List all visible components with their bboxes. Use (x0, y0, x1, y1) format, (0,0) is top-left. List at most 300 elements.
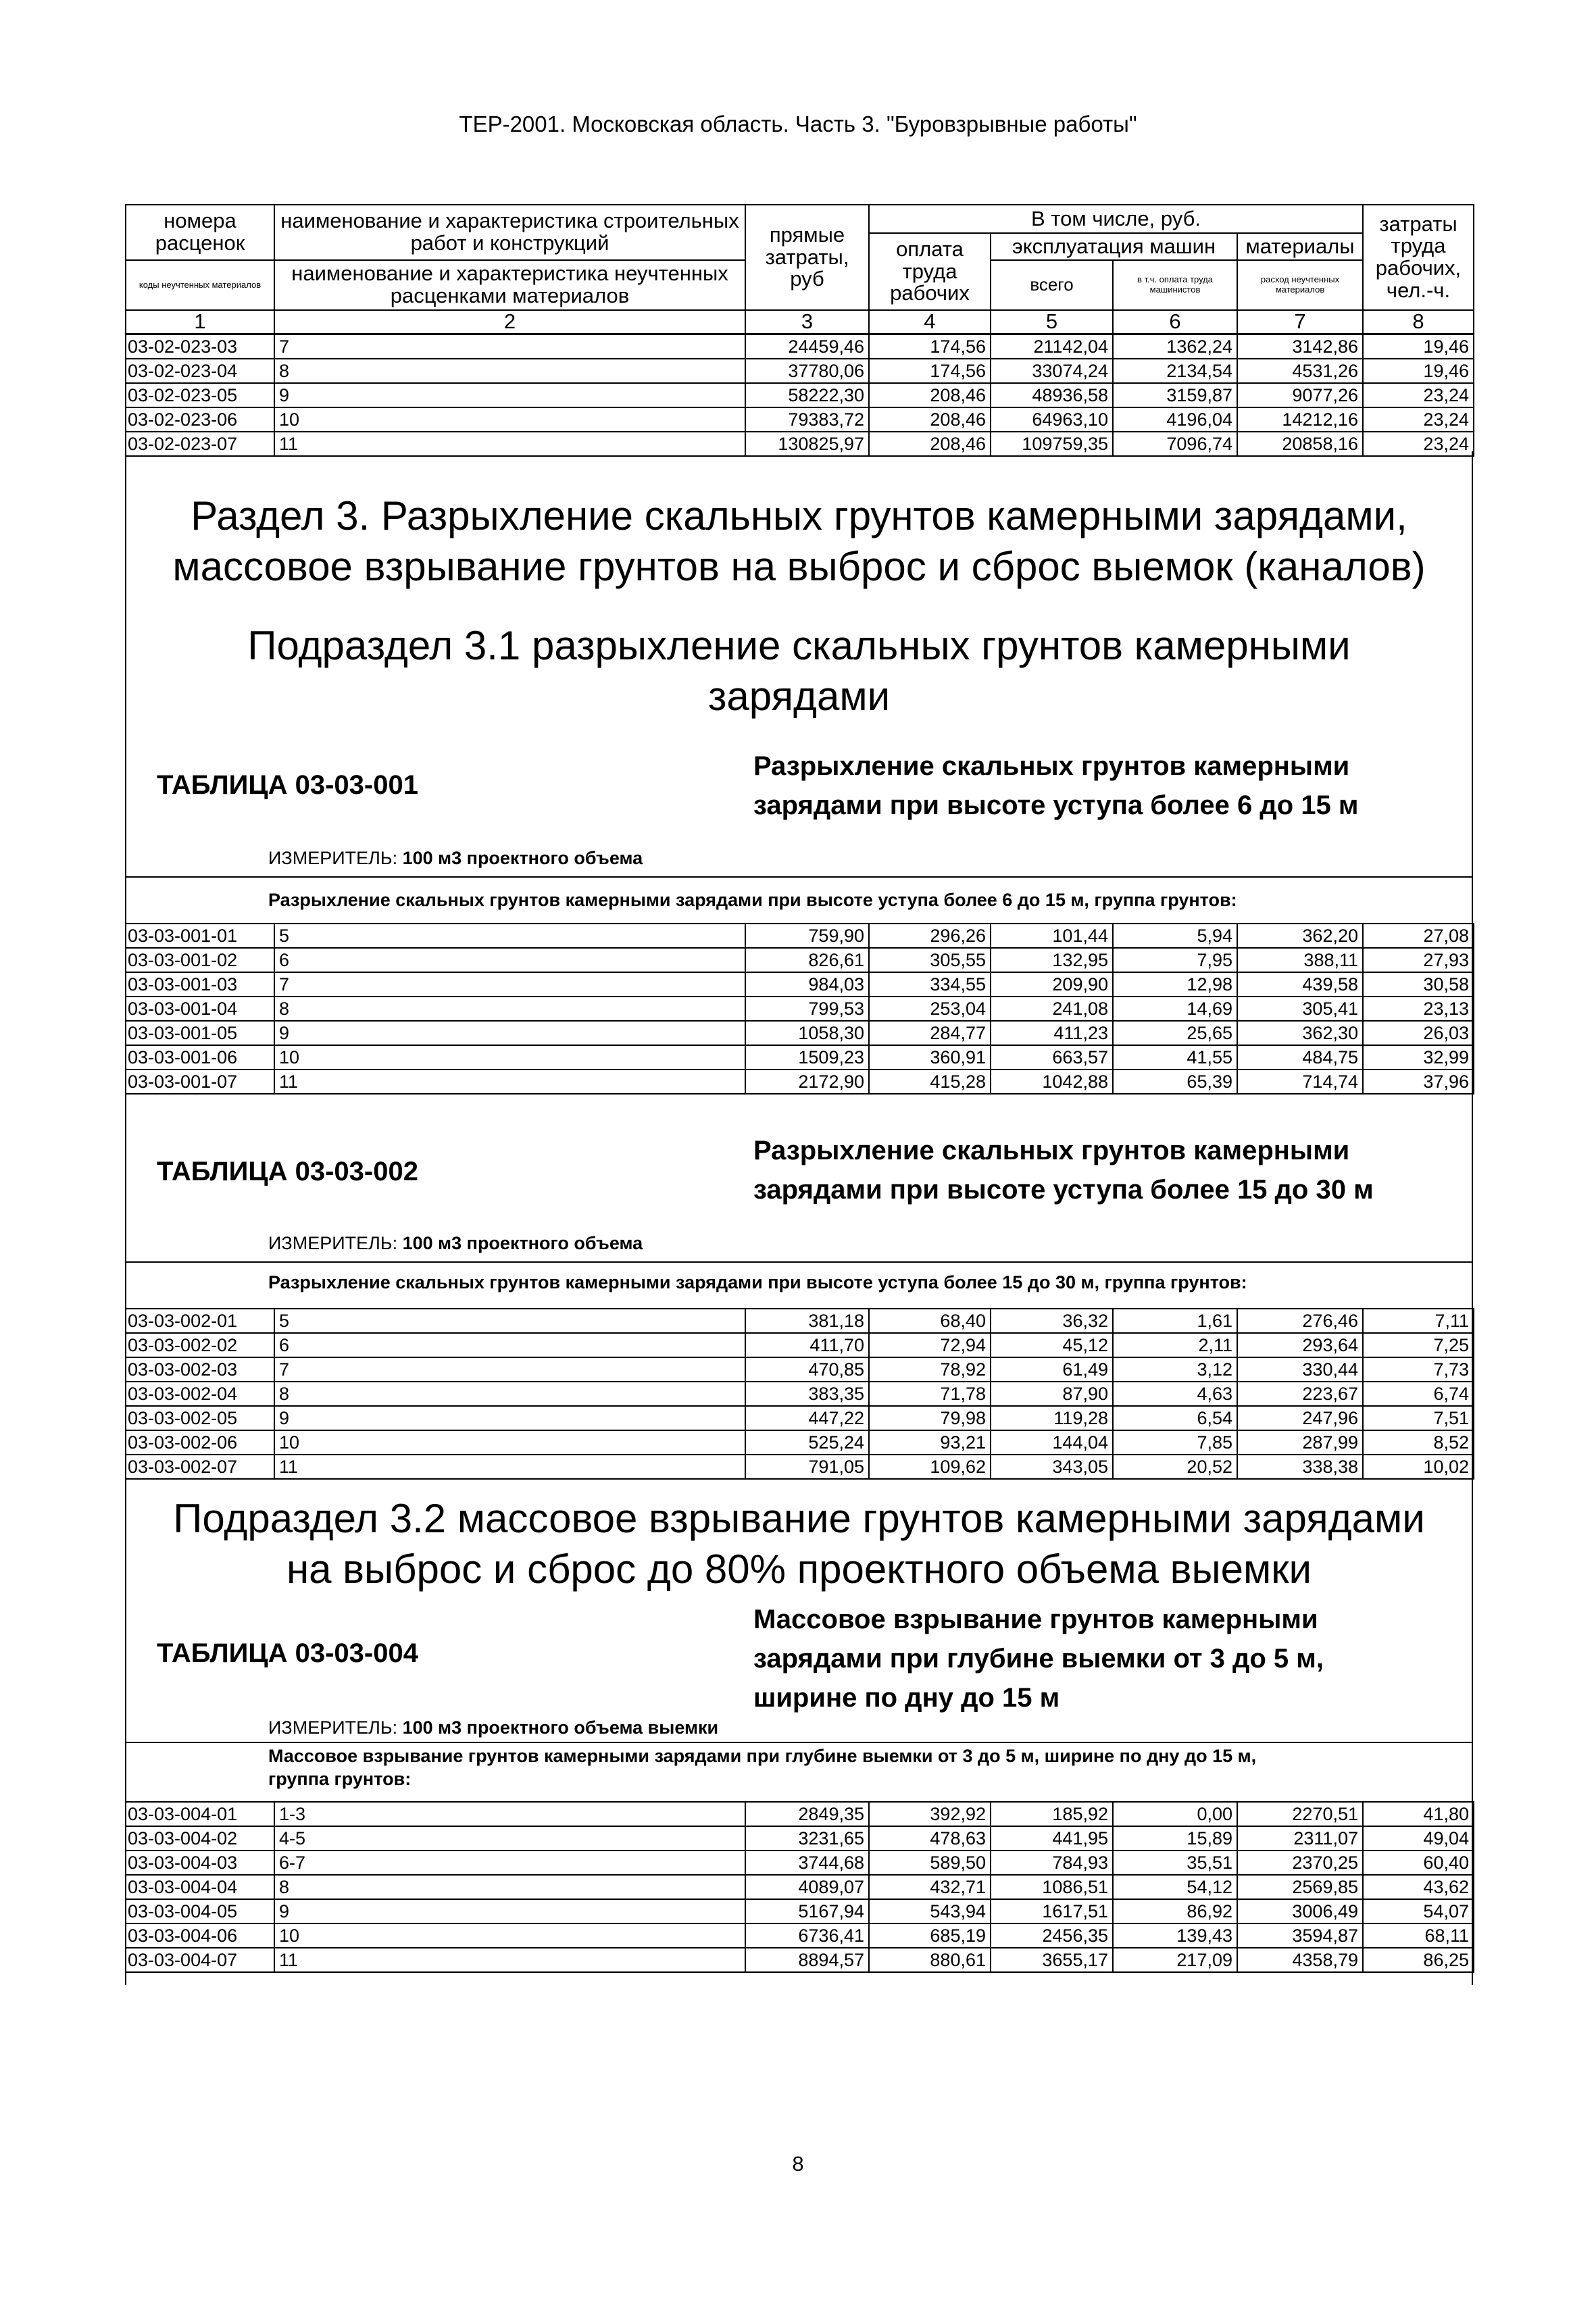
table-row (126, 1357, 1474, 1382)
cell-rate-code: 03-03-002-01 (126, 1309, 274, 1333)
divider (125, 1742, 1473, 1743)
cell-direct-costs: 3231,65 (745, 1826, 869, 1851)
cell-soil-group: 6 (274, 948, 745, 972)
cell-materials: 2311,07 (1237, 1826, 1363, 1851)
cell-machine-total: 411,23 (991, 1021, 1113, 1045)
table-row (126, 997, 1474, 1021)
cell-materials: 439,58 (1237, 972, 1363, 997)
cell-machine-total: 45,12 (991, 1333, 1113, 1357)
cell-machine-total: 36,32 (991, 1309, 1113, 1333)
cell-labor-hours: 41,80 (1363, 1802, 1474, 1826)
subsection-title-line: Подраздел 3.2 массовое взрывание грунтов камерными зарядами (173, 1496, 1425, 1541)
cell-soil-group: 5 (274, 1309, 745, 1333)
column-number: 4 (869, 310, 991, 334)
header-machine-operation: эксплуатация машин (991, 233, 1237, 260)
cell-materials: 4358,79 (1237, 1948, 1363, 1972)
cell-machinist-pay: 1362,24 (1113, 334, 1237, 359)
cell-direct-costs: 1509,23 (745, 1045, 869, 1070)
table-row (126, 1851, 1474, 1875)
cell-direct-costs: 3744,68 (745, 1851, 869, 1875)
cell-worker-pay: 543,94 (869, 1899, 991, 1923)
column-number: 6 (1113, 310, 1237, 334)
cell-machinist-pay: 4,63 (1113, 1382, 1237, 1406)
cell-rate-code: 03-02-023-05 (126, 383, 274, 407)
section-title-line: массовое взрывание грунтов на выброс и сброс выемок (каналов) (172, 544, 1426, 589)
cell-labor-hours: 7,73 (1363, 1357, 1474, 1382)
cell-soil-group: 8 (274, 1382, 745, 1406)
cell-materials: 3142,86 (1237, 334, 1363, 359)
cell-direct-costs: 411,70 (745, 1333, 869, 1357)
cell-machinist-pay: 7096,74 (1113, 432, 1237, 456)
cell-rate-code: 03-03-001-07 (126, 1070, 274, 1094)
cell-soil-group: 8 (274, 997, 745, 1021)
divider (125, 876, 1473, 878)
cell-machine-total: 61,49 (991, 1357, 1113, 1382)
table-row (126, 407, 1474, 432)
cell-machine-total: 64963,10 (991, 407, 1113, 432)
cell-materials: 330,44 (1237, 1357, 1363, 1382)
cell-materials: 247,96 (1237, 1406, 1363, 1430)
cell-machine-total: 109759,35 (991, 432, 1113, 456)
meter-unit: 100 м3 проектного объема (402, 1233, 643, 1253)
cell-machinist-pay: 0,00 (1113, 1802, 1237, 1826)
cell-materials: 9077,26 (1237, 383, 1363, 407)
cell-machinist-pay: 35,51 (1113, 1851, 1237, 1875)
table-desc-001 (753, 747, 1358, 825)
cell-machinist-pay: 7,85 (1113, 1430, 1237, 1455)
cell-labor-hours: 23,24 (1363, 407, 1474, 432)
cell-worker-pay: 415,28 (869, 1070, 991, 1094)
cell-rate-code: 03-03-004-05 (126, 1899, 274, 1923)
table-row (126, 359, 1474, 383)
table-row (126, 1430, 1474, 1455)
table-row (126, 1021, 1474, 1045)
cell-materials: 388,11 (1237, 948, 1363, 972)
cell-soil-group: 10 (274, 1045, 745, 1070)
cell-labor-hours: 86,25 (1363, 1948, 1474, 1972)
page-number: 8 (792, 2152, 804, 2175)
cell-materials: 3006,49 (1237, 1899, 1363, 1923)
table-desc-line: зарядами при высоте уступа более 6 до 15 м (753, 790, 1359, 820)
cell-machine-total: 144,04 (991, 1430, 1113, 1455)
table-desc-line: зарядами при высоте уступа более 15 до 30 м (753, 1175, 1374, 1205)
cell-labor-hours: 10,02 (1363, 1455, 1474, 1479)
cell-rate-code: 03-03-002-05 (126, 1406, 274, 1430)
cell-rate-code: 03-03-001-01 (126, 924, 274, 948)
cell-labor-hours: 30,58 (1363, 972, 1474, 997)
table-desc-line: ширине по дну до 15 м (753, 1683, 1060, 1713)
cell-materials: 3594,87 (1237, 1923, 1363, 1948)
cell-worker-pay: 208,46 (869, 432, 991, 456)
cell-direct-costs: 1058,30 (745, 1021, 869, 1045)
meter-prefix: ИЗМЕРИТЕЛЬ: (268, 1717, 398, 1738)
cell-rate-code: 03-03-002-04 (126, 1382, 274, 1406)
cell-machinist-pay: 20,52 (1113, 1455, 1237, 1479)
cell-machinist-pay: 5,94 (1113, 924, 1237, 948)
cell-machine-total: 33074,24 (991, 359, 1113, 383)
cell-rate-code: 03-02-023-03 (126, 334, 274, 359)
cell-labor-hours: 7,51 (1363, 1406, 1474, 1430)
cell-soil-group: 6 (274, 1333, 745, 1357)
table-row (126, 334, 1474, 359)
table-row (126, 1309, 1474, 1333)
group-caption-001: Разрыхление скальных грунтов камерными зарядами при высоте уступа более 6 до 15 м, группа грунтов: (268, 890, 1237, 910)
table-desc-line: зарядами при глубине выемки от 3 до 5 м, (753, 1644, 1324, 1674)
cell-machine-total: 784,93 (991, 1851, 1113, 1875)
cell-materials: 276,46 (1237, 1309, 1363, 1333)
cell-machine-total: 21142,04 (991, 334, 1113, 359)
cell-rate-code: 03-03-002-03 (126, 1357, 274, 1382)
cell-labor-hours: 54,07 (1363, 1899, 1474, 1923)
cell-labor-hours: 60,40 (1363, 1851, 1474, 1875)
cell-rate-code: 03-02-023-06 (126, 407, 274, 432)
cell-worker-pay: 109,62 (869, 1455, 991, 1479)
cell-worker-pay: 71,78 (869, 1382, 991, 1406)
cell-rate-code: 03-03-001-03 (126, 972, 274, 997)
cell-rate-code: 03-03-001-02 (126, 948, 274, 972)
cell-worker-pay: 284,77 (869, 1021, 991, 1045)
cell-materials: 14212,16 (1237, 407, 1363, 432)
cell-rate-code: 03-03-002-06 (126, 1430, 274, 1455)
cell-direct-costs: 37780,06 (745, 359, 869, 383)
subsection-title-3-1 (125, 620, 1473, 722)
cell-soil-group: 10 (274, 407, 745, 432)
cell-worker-pay: 392,92 (869, 1802, 991, 1826)
cell-direct-costs: 2172,90 (745, 1070, 869, 1094)
subsection-title-line: Подраздел 3.1 разрыхление скальных грунтов камерными (247, 623, 1351, 668)
cell-direct-costs: 791,05 (745, 1455, 869, 1479)
cell-machinist-pay: 25,65 (1113, 1021, 1237, 1045)
cell-labor-hours: 23,24 (1363, 432, 1474, 456)
meter-unit: 100 м3 проектного объема выемки (402, 1717, 719, 1738)
cell-labor-hours: 68,11 (1363, 1923, 1474, 1948)
column-number: 2 (274, 310, 745, 334)
cell-direct-costs: 759,90 (745, 924, 869, 948)
cell-machinist-pay: 12,98 (1113, 972, 1237, 997)
table-row (126, 1455, 1474, 1479)
rates-table-03-02-023 (125, 334, 1474, 457)
table-row (126, 1875, 1474, 1899)
cell-machinist-pay: 217,09 (1113, 1948, 1237, 1972)
cell-worker-pay: 880,61 (869, 1948, 991, 1972)
cell-soil-group: 11 (274, 432, 745, 456)
table-desc-002 (753, 1131, 1374, 1209)
cell-machine-total: 87,90 (991, 1382, 1113, 1406)
cell-direct-costs: 381,18 (745, 1309, 869, 1333)
cell-soil-group: 9 (274, 1406, 745, 1430)
cell-soil-group: 10 (274, 1923, 745, 1948)
cell-labor-hours: 23,24 (1363, 383, 1474, 407)
cell-direct-costs: 383,35 (745, 1382, 869, 1406)
cell-machine-total: 2456,35 (991, 1923, 1113, 1948)
cell-soil-group: 6-7 (274, 1851, 745, 1875)
cell-soil-group: 8 (274, 359, 745, 383)
table-row (126, 1826, 1474, 1851)
cell-soil-group: 7 (274, 1357, 745, 1382)
subsection-title-line: зарядами (707, 674, 891, 719)
cell-machinist-pay: 65,39 (1113, 1070, 1237, 1094)
cell-worker-pay: 174,56 (869, 334, 991, 359)
cell-machinist-pay: 139,43 (1113, 1923, 1237, 1948)
cell-labor-hours: 19,46 (1363, 334, 1474, 359)
cell-rate-code: 03-02-023-07 (126, 432, 274, 456)
cell-direct-costs: 8894,57 (745, 1948, 869, 1972)
cell-labor-hours: 6,74 (1363, 1382, 1474, 1406)
header-material-consumption: расход неучтенных материалов (1237, 260, 1363, 310)
header-work-name: наименование и характеристика строительных работ и конструкций (274, 205, 745, 260)
cell-machine-total: 343,05 (991, 1455, 1113, 1479)
cell-machinist-pay: 4196,04 (1113, 407, 1237, 432)
header-direct-costs: прямые затраты, руб (745, 205, 869, 310)
cell-machine-total: 1042,88 (991, 1070, 1113, 1094)
meter-unit: 100 м3 проектного объема (402, 848, 643, 868)
table-label-004: ТАБЛИЦА 03-03-004 (157, 1638, 418, 1668)
cell-machinist-pay: 6,54 (1113, 1406, 1237, 1430)
cell-worker-pay: 360,91 (869, 1045, 991, 1070)
section-title (125, 491, 1473, 592)
meter-004 (268, 1717, 718, 1738)
column-number: 8 (1363, 310, 1474, 334)
table-desc-line: Разрыхление скальных грунтов камерными (753, 751, 1350, 781)
header-materials: материалы (1237, 233, 1363, 260)
table-row (126, 1333, 1474, 1357)
cell-direct-costs: 447,22 (745, 1406, 869, 1430)
cell-materials: 2569,85 (1237, 1875, 1363, 1899)
meter-prefix: ИЗМЕРИТЕЛЬ: (268, 848, 398, 868)
page-header: ТЕР-2001. Московская область. Часть 3. "Буровзрывные работы" (459, 111, 1137, 136)
cell-labor-hours: 27,93 (1363, 948, 1474, 972)
header-machine-total: всего (991, 260, 1113, 310)
cell-materials: 20858,16 (1237, 432, 1363, 456)
cell-worker-pay: 208,46 (869, 383, 991, 407)
table-desc-004 (753, 1600, 1324, 1717)
subsection-title-3-2 (125, 1493, 1473, 1594)
cell-direct-costs: 470,85 (745, 1357, 869, 1382)
cell-materials: 338,38 (1237, 1455, 1363, 1479)
table-row (126, 1045, 1474, 1070)
table-row (126, 972, 1474, 997)
cell-worker-pay: 253,04 (869, 997, 991, 1021)
cell-worker-pay: 305,55 (869, 948, 991, 972)
cell-direct-costs: 984,03 (745, 972, 869, 997)
meter-002 (268, 1233, 643, 1254)
section-title-line: Раздел 3. Разрыхление скальных грунтов камерными зарядами, (191, 493, 1407, 538)
cell-labor-hours: 26,03 (1363, 1021, 1474, 1045)
cell-materials: 223,67 (1237, 1382, 1363, 1406)
table-row (126, 1948, 1474, 1972)
header-material-names: наименование и характеристика неучтенных расценками материалов (274, 260, 745, 310)
cell-rate-code: 03-03-004-07 (126, 1948, 274, 1972)
cell-soil-group: 9 (274, 383, 745, 407)
group-caption-004 (268, 1745, 1256, 1791)
cell-worker-pay: 296,26 (869, 924, 991, 948)
table-desc-line: Разрыхление скальных грунтов камерными (753, 1136, 1350, 1165)
table-row (126, 1070, 1474, 1094)
cell-machinist-pay: 14,69 (1113, 997, 1237, 1021)
column-number: 5 (991, 310, 1113, 334)
cell-machinist-pay: 41,55 (1113, 1045, 1237, 1070)
cell-direct-costs: 79383,72 (745, 407, 869, 432)
cell-soil-group: 10 (274, 1430, 745, 1455)
cell-labor-hours: 49,04 (1363, 1826, 1474, 1851)
cell-labor-hours: 19,46 (1363, 359, 1474, 383)
rates-table-03-03-002 (125, 1308, 1474, 1480)
cell-machinist-pay: 3159,87 (1113, 383, 1237, 407)
cell-materials: 305,41 (1237, 997, 1363, 1021)
cell-worker-pay: 334,55 (869, 972, 991, 997)
table-label-001: ТАБЛИЦА 03-03-001 (157, 770, 418, 800)
column-number: 7 (1237, 310, 1363, 334)
cell-labor-hours: 32,99 (1363, 1045, 1474, 1070)
cell-machinist-pay: 15,89 (1113, 1826, 1237, 1851)
table-row (126, 1923, 1474, 1948)
cell-worker-pay: 685,19 (869, 1923, 991, 1948)
cell-soil-group: 11 (274, 1948, 745, 1972)
table-row (126, 1382, 1474, 1406)
column-header-table (125, 204, 1474, 334)
table-label-002: ТАБЛИЦА 03-03-002 (157, 1157, 418, 1186)
cell-soil-group: 7 (274, 972, 745, 997)
cell-materials: 362,30 (1237, 1021, 1363, 1045)
meter-001 (268, 848, 643, 869)
cell-labor-hours: 37,96 (1363, 1070, 1474, 1094)
cell-direct-costs: 2849,35 (745, 1802, 869, 1826)
cell-rate-code: 03-03-001-04 (126, 997, 274, 1021)
group-caption-002: Разрыхление скальных грунтов камерными зарядами при высоте уступа более 15 до 30 м, группа грунтов: (268, 1272, 1247, 1292)
cell-machinist-pay: 7,95 (1113, 948, 1237, 972)
group-caption-line: Массовое взрывание грунтов камерными зарядами при глубине выемки от 3 до 5 м, ширине по дну до 15 м, (268, 1746, 1257, 1766)
header-including-group: В том числе, руб. (869, 205, 1363, 233)
table-row (126, 1406, 1474, 1430)
header-rate-numbers: номера расценок (126, 205, 274, 260)
cell-direct-costs: 799,53 (745, 997, 869, 1021)
cell-rate-code: 03-03-004-06 (126, 1923, 274, 1948)
header-worker-pay: оплата труда рабочих (869, 233, 991, 310)
table-row (126, 383, 1474, 407)
cell-machinist-pay: 3,12 (1113, 1357, 1237, 1382)
header-labor-costs: затраты труда рабочих, чел.-ч. (1363, 205, 1474, 310)
cell-worker-pay: 432,71 (869, 1875, 991, 1899)
cell-materials: 2270,51 (1237, 1802, 1363, 1826)
cell-soil-group: 8 (274, 1875, 745, 1899)
cell-direct-costs: 24459,46 (745, 334, 869, 359)
cell-worker-pay: 208,46 (869, 407, 991, 432)
cell-machine-total: 119,28 (991, 1406, 1113, 1430)
cell-machine-total: 101,44 (991, 924, 1113, 948)
cell-machine-total: 48936,58 (991, 383, 1113, 407)
cell-machine-total: 1617,51 (991, 1899, 1113, 1923)
cell-labor-hours: 27,08 (1363, 924, 1474, 948)
cell-direct-costs: 4089,07 (745, 1875, 869, 1899)
table-desc-line: Массовое взрывание грунтов камерными (753, 1605, 1318, 1634)
cell-worker-pay: 589,50 (869, 1851, 991, 1875)
cell-machinist-pay: 2134,54 (1113, 359, 1237, 383)
cell-worker-pay: 68,40 (869, 1309, 991, 1333)
cell-materials: 4531,26 (1237, 359, 1363, 383)
cell-machinist-pay: 86,92 (1113, 1899, 1237, 1923)
cell-machine-total: 132,95 (991, 948, 1113, 972)
cell-soil-group: 11 (274, 1455, 745, 1479)
cell-soil-group: 9 (274, 1021, 745, 1045)
cell-direct-costs: 525,24 (745, 1430, 869, 1455)
cell-machinist-pay: 2,11 (1113, 1333, 1237, 1357)
cell-materials: 484,75 (1237, 1045, 1363, 1070)
cell-materials: 2370,25 (1237, 1851, 1363, 1875)
table-row (126, 1802, 1474, 1826)
cell-rate-code: 03-03-002-07 (126, 1455, 274, 1479)
cell-materials: 287,99 (1237, 1430, 1363, 1455)
cell-worker-pay: 174,56 (869, 359, 991, 383)
cell-soil-group: 9 (274, 1899, 745, 1923)
group-caption-line: группа грунтов: (268, 1768, 412, 1789)
column-number: 3 (745, 310, 869, 334)
cell-soil-group: 5 (274, 924, 745, 948)
cell-materials: 293,64 (1237, 1333, 1363, 1357)
table-row (126, 1899, 1474, 1923)
header-material-codes: коды неучтенных материалов (126, 260, 274, 310)
cell-rate-code: 03-03-004-04 (126, 1875, 274, 1899)
cell-labor-hours: 23,13 (1363, 997, 1474, 1021)
cell-machine-total: 241,08 (991, 997, 1113, 1021)
cell-labor-hours: 7,11 (1363, 1309, 1474, 1333)
cell-rate-code: 03-03-001-06 (126, 1045, 274, 1070)
cell-direct-costs: 130825,97 (745, 432, 869, 456)
cell-worker-pay: 78,92 (869, 1357, 991, 1382)
cell-machine-total: 663,57 (991, 1045, 1113, 1070)
header-machinist-pay: в т.ч. оплата труда машинистов (1113, 260, 1237, 310)
rates-table-03-03-004 (125, 1801, 1474, 1973)
cell-machinist-pay: 54,12 (1113, 1875, 1237, 1899)
cell-machine-total: 1086,51 (991, 1875, 1113, 1899)
divider (125, 1261, 1473, 1263)
cell-worker-pay: 478,63 (869, 1826, 991, 1851)
cell-machine-total: 441,95 (991, 1826, 1113, 1851)
cell-soil-group: 7 (274, 334, 745, 359)
cell-direct-costs: 5167,94 (745, 1899, 869, 1923)
meter-prefix: ИЗМЕРИТЕЛЬ: (268, 1233, 398, 1253)
cell-worker-pay: 72,94 (869, 1333, 991, 1357)
cell-materials: 714,74 (1237, 1070, 1363, 1094)
cell-labor-hours: 7,25 (1363, 1333, 1474, 1357)
subsection-title-line: на выброс и сброс до 80% проектного объема выемки (286, 1546, 1312, 1592)
cell-direct-costs: 58222,30 (745, 383, 869, 407)
cell-materials: 362,20 (1237, 924, 1363, 948)
cell-rate-code: 03-03-004-01 (126, 1802, 274, 1826)
table-row (126, 948, 1474, 972)
rates-table-03-03-001 (125, 923, 1474, 1095)
cell-labor-hours: 43,62 (1363, 1875, 1474, 1899)
cell-rate-code: 03-03-004-03 (126, 1851, 274, 1875)
cell-rate-code: 03-03-002-02 (126, 1333, 274, 1357)
table-row (126, 924, 1474, 948)
cell-direct-costs: 6736,41 (745, 1923, 869, 1948)
cell-soil-group: 4-5 (274, 1826, 745, 1851)
cell-rate-code: 03-03-001-05 (126, 1021, 274, 1045)
cell-rate-code: 03-02-023-04 (126, 359, 274, 383)
cell-machine-total: 3655,17 (991, 1948, 1113, 1972)
cell-worker-pay: 79,98 (869, 1406, 991, 1430)
cell-worker-pay: 93,21 (869, 1430, 991, 1455)
cell-machinist-pay: 1,61 (1113, 1309, 1237, 1333)
cell-machine-total: 209,90 (991, 972, 1113, 997)
cell-soil-group: 1-3 (274, 1802, 745, 1826)
cell-rate-code: 03-03-004-02 (126, 1826, 274, 1851)
cell-machine-total: 185,92 (991, 1802, 1113, 1826)
column-number: 1 (126, 310, 274, 334)
cell-direct-costs: 826,61 (745, 948, 869, 972)
cell-soil-group: 11 (274, 1070, 745, 1094)
cell-labor-hours: 8,52 (1363, 1430, 1474, 1455)
